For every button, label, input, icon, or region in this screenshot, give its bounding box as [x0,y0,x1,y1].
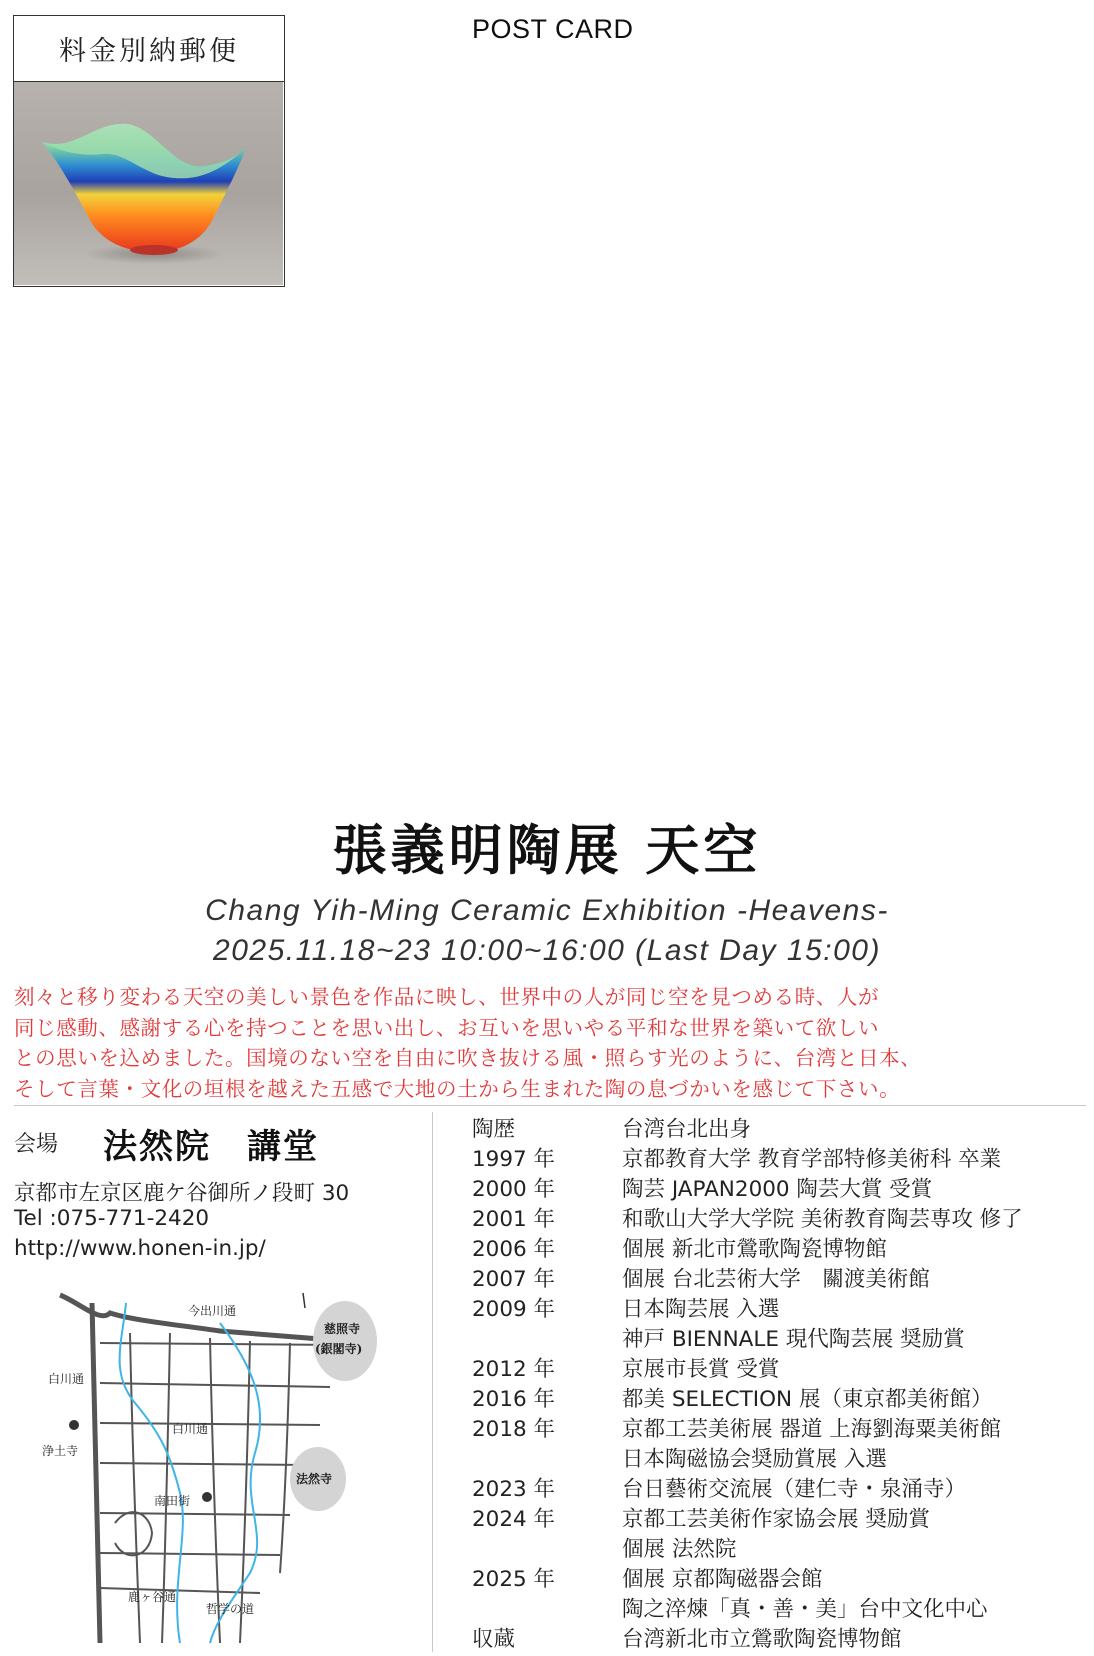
history-year: 2024 年 [472,1507,556,1532]
minamidagai-pin-icon [202,1492,212,1502]
history-text: 台日藝術交流展（建仁寺・泉涌寺） [622,1477,967,1502]
north-arrow-icon [303,1293,305,1308]
history-text: 日本陶磁協会奨励賞展 入選 [622,1447,887,1472]
venue-tel: Tel :075-771-2420 [14,1206,210,1231]
statement-line: そして言葉・文化の垣根を越えた五感で大地の土から生まれた陶の息づかいを感じて下さい。 [14,1076,901,1101]
statement-line: 同じ感動、感謝する心を持つことを思い出し、お互いを思いやる平和な世界を築いて欲しい [14,1015,880,1040]
history-text: 台湾新北市立鶯歌陶瓷博物館 [622,1627,902,1652]
map-label-tetsugaku: 哲学の道 [206,1602,255,1616]
history-year: 2012 年 [472,1357,556,1382]
map-label-shirakawa-left: 白川通 [48,1372,85,1386]
venue-address: 京都市左京区鹿ケ谷御所ノ段町 30 [14,1181,350,1206]
history-year: 2025 年 [472,1567,556,1592]
map-label-ginkakuji: (銀閣寺) [315,1342,363,1356]
history-year: 2006 年 [472,1237,556,1262]
divider-vertical [432,1112,433,1652]
map-label-honenin: 法然寺 [296,1472,333,1486]
divider-horizontal [14,1105,1086,1106]
artist-statement [14,982,1086,1104]
history-text: 台湾台北出身 [622,1117,752,1142]
history-text: 都美 SELECTION 展（東京都美術館） [622,1387,993,1412]
history-year: 1997 年 [472,1147,556,1172]
access-map [40,1283,412,1653]
map-label-shishigatani: 鹿ヶ谷通 [128,1590,177,1604]
history-year: 2009 年 [472,1297,556,1322]
history-year: 2001 年 [472,1207,556,1232]
map-label-imadegawa: 今出川通 [188,1304,237,1318]
history-year: 2016 年 [472,1387,556,1412]
map-label-shirakawa-mid: 白川通 [172,1422,209,1436]
history-year: 収蔵 [472,1627,516,1652]
history-text: 和歌山大学大学院 美術教育陶芸専攻 修了 [622,1207,1023,1232]
exhibition-dates: 2025.11.18~23 10:00~16:00 (Last Day 15:00) [213,934,881,967]
history-text: 京都教育大学 教育学部特修美術科 卒業 [622,1147,1002,1172]
history-text: 個展 台北芸術大学 關渡美術館 [622,1267,930,1292]
history-text: 神戸 BIENNALE 現代陶芸展 奨励賞 [622,1327,965,1352]
postcard-label: POST CARD [472,14,634,44]
exhibition-subtitle: Chang Yih-Ming Ceramic Exhibition -Heavens- [205,894,889,927]
map-label-jishoji: 慈照寺 [324,1322,361,1336]
history-text: 京都工芸美術作家協会展 奨励賞 [622,1507,930,1532]
history-year: 2007 年 [472,1267,556,1292]
history-year: 2018 年 [472,1417,556,1442]
history-text: 陶之淬煉「真・善・美」台中文化中心 [622,1597,988,1622]
history-text: 個展 法然院 [622,1537,737,1562]
history-text: 陶芸 JAPAN2000 陶芸大賞 受賞 [622,1177,933,1202]
history-text: 日本陶芸展 入選 [622,1297,780,1322]
jodoji-pin-icon [69,1420,79,1430]
history-year: 2023 年 [472,1477,556,1502]
venue-url-link[interactable]: http://www.honen-in.jp/ [14,1236,266,1261]
history-text: 京都工芸美術展 器道 上海劉海粟美術館 [622,1417,1002,1442]
map-label-jodoji: 浄土寺 [42,1444,79,1458]
venue-name: 法然院 講堂 [103,1127,319,1167]
ginkakuji-landmark [313,1301,377,1381]
history-text: 個展 京都陶磁器会館 [622,1567,823,1592]
statement-line: 刻々と移り変わる天空の美しい景色を作品に映し、世界中の人が同じ空を見つめる時、人が [14,985,880,1009]
map-label-minamidagai: 南田街 [154,1494,191,1508]
ceramic-bowl-photo [14,82,283,285]
history-text: 個展 新北市鶯歌陶瓷博物館 [622,1237,887,1262]
venue-label: 会場 [14,1132,59,1157]
postage-stamp-box [13,15,285,287]
history-year: 2000 年 [472,1177,556,1202]
postage-paid-label: 料金別納郵便 [14,16,284,82]
history-year: 陶歴 [472,1117,516,1142]
exhibition-title: 張義明陶展 天空 [332,818,762,882]
history-text: 京展市長賞 受賞 [622,1357,780,1382]
statement-line: との思いを込めました。国境のない空を自由に吹き抜ける風・照らす光のように、台湾と日本、 [14,1046,922,1070]
